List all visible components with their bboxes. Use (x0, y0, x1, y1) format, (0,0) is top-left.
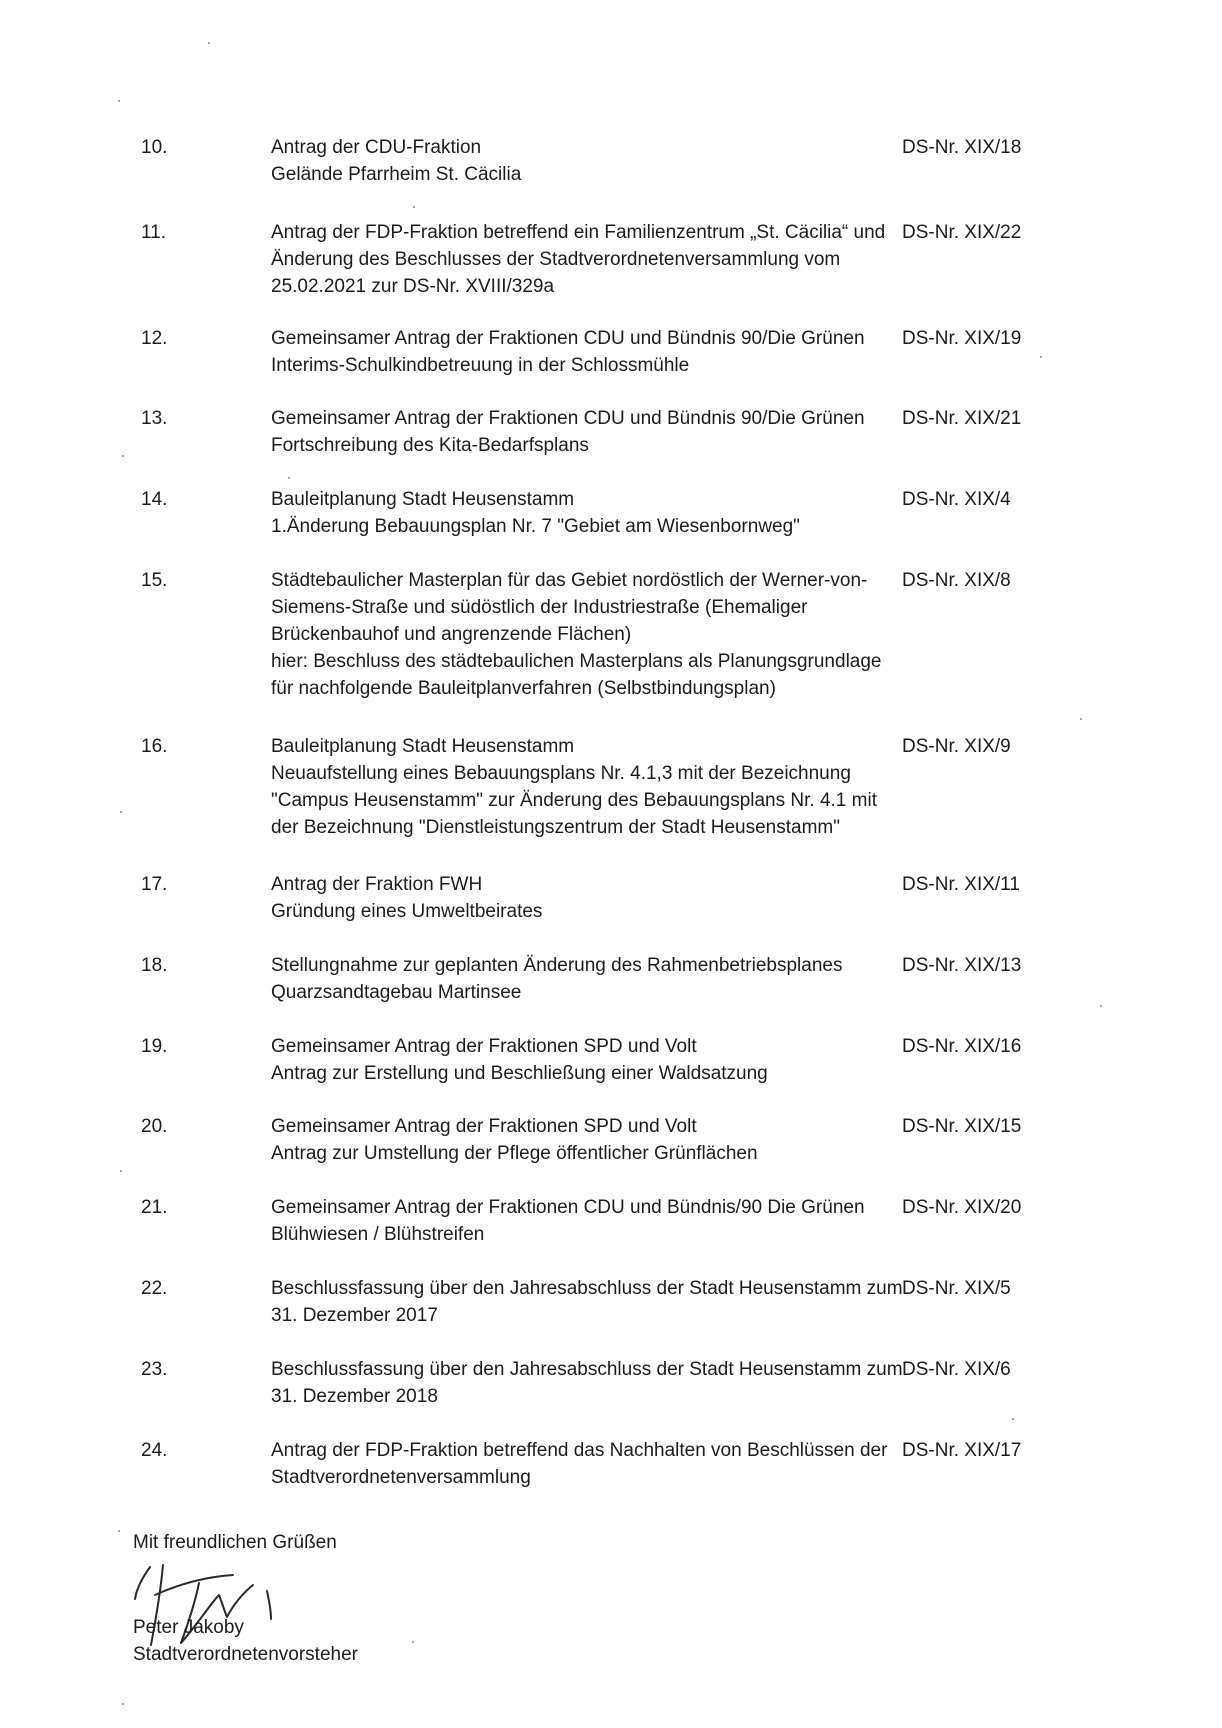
agenda-item-title-line: Stadtverordnetenversammlung (271, 1467, 531, 1488)
agenda-item-reference: DS-Nr. XIX/22 (902, 222, 1022, 243)
agenda-item-reference: DS-Nr. XIX/6 (902, 1359, 1011, 1380)
agenda-item-title-line: der Bezeichnung "Dienstleistungszentrum der Stadt Heusenstamm" (271, 817, 840, 838)
agenda-item-title-line: Gemeinsamer Antrag der Fraktionen CDU und Bündnis 90/Die Grünen (271, 408, 865, 429)
agenda-item-title-line: Beschlussfassung über den Jahresabschluss der Stadt Heusenstamm zum (271, 1278, 903, 1299)
agenda-item-title-line: Antrag zur Umstellung der Pflege öffentlicher Grünflächen (271, 1143, 758, 1164)
agenda-item-title-line: für nachfolgende Bauleitplanverfahren (Selbstbindungsplan) (271, 678, 776, 699)
agenda-item-title-line: Beschlussfassung über den Jahresabschluss der Stadt Heusenstamm zum (271, 1359, 903, 1380)
agenda-item-number: 15. (141, 570, 168, 591)
agenda-item-title-line: Brückenbauhof und angrenzende Flächen) (271, 624, 632, 645)
agenda-item-number: 23. (141, 1359, 168, 1380)
agenda-item-title-line: Antrag zur Erstellung und Beschließung einer Waldsatzung (271, 1063, 768, 1084)
agenda-item-title-line: Städtebaulicher Masterplan für das Gebiet nordöstlich der Werner-von- (271, 570, 868, 591)
agenda-item-title-line: Gemeinsamer Antrag der Fraktionen CDU und Bündnis 90/Die Grünen (271, 328, 865, 349)
agenda-item-title-line: 31. Dezember 2017 (271, 1305, 438, 1326)
agenda-item-title (271, 325, 881, 379)
scan-speck (288, 477, 290, 479)
agenda-item-reference: DS-Nr. XIX/8 (902, 570, 1011, 591)
agenda-item-title-line: hier: Beschluss des städtebaulichen Masterplans als Planungsgrundlage (271, 651, 882, 672)
agenda-item-title-line: Antrag der Fraktion FWH (271, 874, 483, 895)
scan-speck (120, 1170, 122, 1172)
agenda-item-reference: DS-Nr. XIX/16 (902, 1036, 1022, 1057)
agenda-item-title-line: Fortschreibung des Kita-Bedarfsplans (271, 435, 589, 456)
agenda-item-title-line: Siemens-Straße und südöstlich der Industriestraße (Ehemaliger (271, 597, 808, 618)
agenda-item-number: 13. (141, 408, 168, 429)
agenda-item-reference: DS-Nr. XIX/5 (902, 1278, 1011, 1299)
agenda-item-title-line: Antrag der FDP-Fraktion betreffend das Nachhalten von Beschlüssen der (271, 1440, 888, 1461)
agenda-item-reference: DS-Nr. XIX/20 (902, 1197, 1022, 1218)
agenda-item-number: 12. (141, 328, 168, 349)
agenda-item-title-line: Gründung eines Umweltbeirates (271, 901, 543, 922)
scan-speck (1080, 718, 1082, 720)
agenda-item-title-line: Gemeinsamer Antrag der Fraktionen SPD und Volt (271, 1036, 697, 1057)
agenda-item-number: 14. (141, 489, 168, 510)
agenda-item-title (271, 871, 881, 925)
agenda-item-title (271, 1437, 888, 1491)
agenda-item-title (271, 733, 881, 841)
agenda-item-number: 10. (141, 137, 168, 158)
agenda-item-title (271, 486, 881, 540)
agenda-item-reference: DS-Nr. XIX/4 (902, 489, 1011, 510)
agenda-item-title-line: 1.Änderung Bebauungsplan Nr. 7 "Gebiet am Wiesenbornweg" (271, 516, 800, 537)
agenda-item-title-line: Bauleitplanung Stadt Heusenstamm (271, 489, 575, 510)
agenda-item-title-line: Blühwiesen / Blühstreifen (271, 1224, 485, 1245)
agenda-item-number: 21. (141, 1197, 168, 1218)
scan-speck (208, 42, 210, 44)
agenda-item-reference: DS-Nr. XIX/9 (902, 736, 1011, 757)
agenda-item-number: 20. (141, 1116, 168, 1137)
agenda-item-title-line: Quarzsandtagebau Martinsee (271, 982, 522, 1003)
agenda-item-title-line: 31. Dezember 2018 (271, 1386, 438, 1407)
agenda-item-title-line: Gemeinsamer Antrag der Fraktionen SPD und Volt (271, 1116, 697, 1137)
agenda-item-title (271, 1033, 881, 1087)
signatory-role: Stadtverordnetenvorsteher (133, 1644, 358, 1665)
agenda-item-reference: DS-Nr. XIX/11 (902, 874, 1020, 895)
scan-speck (1012, 1418, 1014, 1420)
scan-speck (412, 1641, 414, 1643)
agenda-item-title (271, 952, 881, 1006)
agenda-item-title-line: Interims-Schulkindbetreuung in der Schlossmühle (271, 355, 690, 376)
agenda-item-title-line: Neuaufstellung eines Bebauungsplans Nr. 4.1,3 mit der Bezeichnung (271, 763, 851, 784)
scan-speck (122, 455, 124, 457)
agenda-item-number: 24. (141, 1440, 168, 1461)
scan-speck (1100, 1005, 1102, 1007)
agenda-item-reference: DS-Nr. XIX/17 (902, 1440, 1022, 1461)
agenda-item-number: 11. (141, 222, 167, 243)
scan-speck (122, 1703, 124, 1705)
scan-speck (118, 1530, 120, 1532)
agenda-item-title-line: Änderung des Beschlusses der Stadtverordnetenversammlung vom (271, 249, 841, 270)
agenda-item-reference: DS-Nr. XIX/15 (902, 1116, 1022, 1137)
agenda-item-title (271, 1113, 881, 1167)
agenda-item-number: 22. (141, 1278, 168, 1299)
agenda-item-title-line: Antrag der FDP-Fraktion betreffend ein Familienzentrum „St. Cäcilia“ und (271, 222, 886, 243)
agenda-item-title (271, 134, 881, 188)
agenda-item-reference: DS-Nr. XIX/13 (902, 955, 1022, 976)
agenda-item-title-line: Stellungnahme zur geplanten Änderung des Rahmenbetriebsplanes (271, 955, 843, 976)
agenda-item-title-line: Gemeinsamer Antrag der Fraktionen CDU und Bündnis/90 Die Grünen (271, 1197, 865, 1218)
agenda-item-title (271, 1275, 903, 1329)
signatory-name: Peter Jakoby (133, 1617, 244, 1638)
agenda-item-number: 18. (141, 955, 168, 976)
agenda-item-title-line: Antrag der CDU-Fraktion (271, 137, 482, 158)
agenda-item-reference: DS-Nr. XIX/18 (902, 137, 1022, 158)
agenda-item-title-line: "Campus Heusenstamm" zur Änderung des Bebauungsplans Nr. 4.1 mit (271, 790, 877, 811)
agenda-item-reference: DS-Nr. XIX/21 (902, 408, 1022, 429)
agenda-item-title (271, 1194, 881, 1248)
agenda-item-title (271, 405, 881, 459)
agenda-item-title-line: Bauleitplanung Stadt Heusenstamm (271, 736, 575, 757)
scan-speck (118, 100, 120, 102)
agenda-item-number: 17. (141, 874, 168, 895)
closing-greeting: Mit freundlichen Grüßen (133, 1532, 337, 1553)
scan-speck (413, 206, 415, 208)
agenda-item-title (271, 567, 881, 702)
agenda-item-number: 19. (141, 1036, 168, 1057)
agenda-item-title (271, 1356, 903, 1410)
scan-speck (1040, 356, 1042, 358)
agenda-item-title-line: 25.02.2021 zur DS-Nr. XVIII/329a (271, 276, 555, 297)
agenda-item-number: 16. (141, 736, 168, 757)
agenda-item-reference: DS-Nr. XIX/19 (902, 328, 1022, 349)
agenda-item-title-line: Gelände Pfarrheim St. Cäcilia (271, 164, 522, 185)
agenda-item-title (271, 219, 886, 300)
scan-speck (120, 811, 122, 813)
